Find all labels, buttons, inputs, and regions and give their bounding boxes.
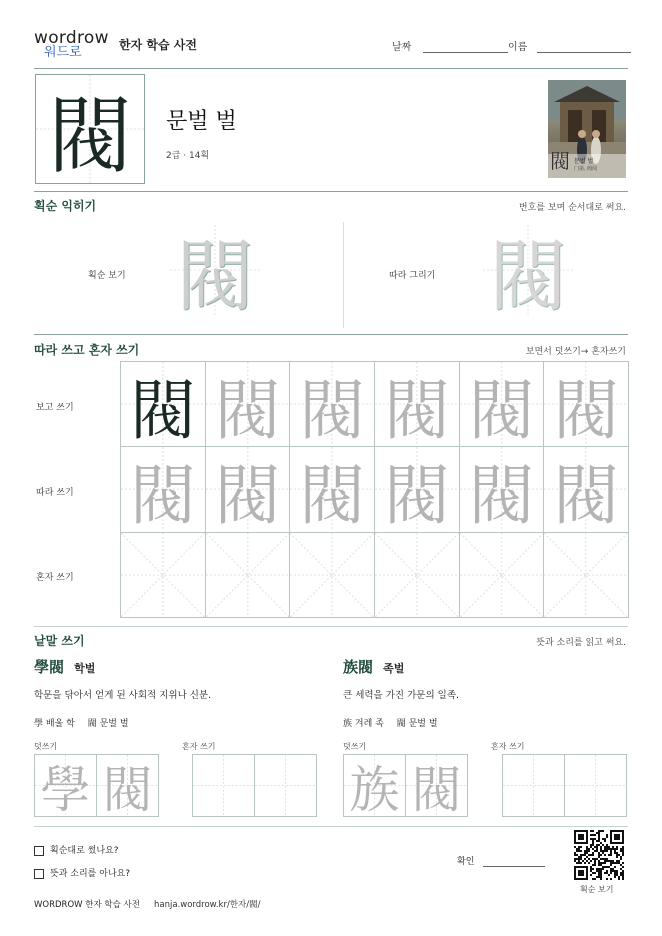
stroke-section-title: 획순 익히기 (34, 199, 97, 213)
word-1-part-2-char: 閥 (87, 719, 97, 729)
word-2-alone-label: 혼자 쓰기 (491, 742, 525, 751)
word-2-part-2-gloss: 문벌 벌 (408, 719, 438, 729)
practice-cell-r1-c1[interactable] (120, 361, 206, 447)
practice-character: 閥 (468, 371, 535, 449)
practice-cell-r1-c2[interactable] (205, 361, 291, 447)
header-title: 한자 학습 사전 (119, 38, 197, 52)
practice-cell-r2-c3[interactable] (289, 446, 375, 532)
practice-cell-r1-c3[interactable] (289, 361, 375, 447)
practice-cell-r2-c6[interactable] (543, 446, 629, 532)
cell-guides (544, 533, 628, 617)
practice-character: 閥 (214, 371, 281, 449)
word-2-alone-cell-2[interactable] (564, 754, 627, 817)
footer-divider (34, 826, 628, 827)
stroke-view-character: 閥 (175, 232, 254, 322)
checklist-item-2-label: 뜻과 소리를 아나요? (50, 869, 131, 879)
word-1-reading: 학벌 (74, 662, 96, 675)
word-1-part-1-char: 學 (34, 719, 44, 729)
word-2-parts (343, 716, 628, 729)
practice-cell-r3-c5[interactable] (459, 532, 545, 618)
logo (34, 28, 114, 64)
practice-character: 閥 (383, 371, 450, 449)
word-1-trace-char-1: 學 (40, 760, 91, 819)
word-1-definition: 학문을 닦아서 얻게 된 사회적 지위나 신분. (34, 690, 212, 701)
practice-divider (34, 626, 628, 627)
stroke-section-hint: 번호를 보며 순서대로 써요. (518, 203, 626, 213)
word-2 (343, 656, 628, 729)
hero-char-box (35, 74, 145, 184)
word-1-parts (34, 716, 324, 729)
practice-character: 閥 (129, 457, 196, 534)
practice-character: 閥 (468, 457, 535, 534)
hero-image (548, 80, 626, 178)
hero-divider (34, 191, 628, 192)
checklist-item-2[interactable] (34, 866, 130, 879)
practice-cell-r3-c3[interactable] (289, 532, 375, 618)
word-2-part-1-char: 族 (343, 719, 353, 729)
cell-guides (375, 533, 459, 617)
word-1-trace-char-2: 閥 (102, 760, 153, 819)
confirm-line[interactable] (483, 866, 545, 867)
word-1-alone-label: 혼자 쓰기 (182, 742, 216, 751)
footer-url[interactable]: hanja.wordrow.kr/한자/閥/ (154, 900, 261, 910)
hero-character: 閥 (47, 86, 132, 185)
word-1-alone-boxes (192, 754, 318, 817)
practice-cell-r2-c1[interactable] (120, 446, 206, 532)
word-2-definition: 큰 세력을 가진 가문의 일족. (343, 690, 460, 701)
name-line[interactable] (537, 52, 631, 53)
word-2-trace-char-2: 閥 (411, 760, 462, 819)
row-label-see: 보고 쓰기 (36, 403, 74, 413)
row-label-trace: 따라 쓰기 (36, 488, 74, 498)
word-2-trace-cell-1[interactable] (343, 754, 406, 817)
date-field[interactable] (392, 38, 508, 53)
practice-character: 閥 (129, 371, 196, 449)
stroke-view-label: 획순 보기 (88, 271, 126, 281)
checklist-item-1-label: 획순대로 썼나요? (50, 846, 119, 856)
stroke-trace-box[interactable] (483, 225, 573, 322)
stroke-trace-character: 閥 (488, 232, 567, 322)
confirm-label: 확인 (457, 857, 475, 867)
confirm-field[interactable] (457, 854, 545, 867)
word-1-trace-cell-1[interactable] (34, 754, 97, 817)
stroke-section-divider (343, 222, 344, 328)
word-1 (34, 656, 324, 729)
practice-section-title: 따라 쓰고 혼자 쓰기 (34, 343, 140, 357)
date-label: 날짜 (392, 42, 412, 53)
practice-cell-r2-c2[interactable] (205, 446, 291, 532)
qr-code[interactable] (574, 830, 624, 880)
practice-cell-r3-c2[interactable] (205, 532, 291, 618)
stroke-trace-label: 따라 그리기 (389, 271, 436, 281)
meaning-sound: 문벌 벌 (166, 109, 237, 134)
practice-character: 閥 (553, 371, 620, 449)
hero-image-caption-2: 门第, 阀阅 (574, 166, 598, 172)
cell-guides (503, 755, 564, 816)
row-label-alone: 혼자 쓰기 (36, 573, 74, 583)
checkbox-icon[interactable] (34, 846, 44, 856)
word-2-part-1-gloss: 겨레 족 (354, 719, 384, 729)
word-2-trace-cell-2[interactable] (405, 754, 468, 817)
cell-guides (193, 755, 254, 816)
cell-guides (255, 755, 316, 816)
word-1-trace-boxes (34, 754, 160, 817)
practice-cell-r1-c4[interactable] (374, 361, 460, 447)
word-1-hanja: 學閥 (34, 658, 65, 676)
practice-cell-r2-c5[interactable] (459, 446, 545, 532)
cell-guides (121, 533, 205, 617)
hero-image-caption-1: 문벌 벌 (574, 158, 594, 165)
word-1-part-2-gloss: 문벌 벌 (99, 719, 129, 729)
cell-guides (290, 533, 374, 617)
logo-wordmark: wordrow (34, 28, 109, 48)
word-2-reading: 족벌 (383, 662, 405, 675)
practice-cell-r1-c6[interactable] (543, 361, 629, 447)
name-field[interactable] (508, 38, 631, 53)
practice-section-hint: 보면서 덧쓰기→ 혼자쓰기 (525, 347, 626, 357)
date-line[interactable] (423, 52, 508, 53)
level-strokes: 2급 · 14획 (166, 151, 210, 161)
practice-character: 閥 (299, 371, 366, 449)
practice-grid (120, 361, 628, 617)
qr-code-image (574, 830, 624, 880)
practice-cell-r3-c6[interactable] (543, 532, 629, 618)
cell-guides (565, 755, 626, 816)
checkbox-icon[interactable] (34, 869, 44, 879)
word-1-trace-cell-2[interactable] (96, 754, 159, 817)
practice-character: 閥 (383, 457, 450, 534)
word-2-trace-label: 덧쓰기 (343, 742, 367, 751)
word-2-trace-boxes (343, 754, 469, 817)
word-2-part-2-char: 閥 (396, 719, 406, 729)
word-2-alone-boxes (502, 754, 628, 817)
hero-image-char: 閥 (550, 149, 570, 173)
word-1-alone-cell-1[interactable] (192, 754, 255, 817)
practice-cell-r3-c4[interactable] (374, 532, 460, 618)
word-2-hanja: 族閥 (343, 658, 374, 676)
word-1-part-1-gloss: 배울 학 (45, 719, 75, 729)
qr-caption: 획순 보기 (580, 885, 614, 894)
word-2-trace-char-1: 族 (349, 760, 400, 819)
name-label: 이름 (508, 42, 528, 53)
cell-guides (460, 533, 544, 617)
words-section-hint: 뜻과 소리를 읽고 써요. (536, 638, 626, 648)
footer-brand: WORDROW 한자 학습 사전 (34, 900, 140, 910)
practice-cell-r3-c1[interactable] (120, 532, 206, 618)
practice-character: 閥 (214, 457, 281, 534)
stroke-divider (34, 334, 628, 335)
practice-character: 閥 (553, 457, 620, 534)
word-1-trace-label: 덧쓰기 (34, 742, 58, 751)
practice-cell-r1-c5[interactable] (459, 361, 545, 447)
word-2-alone-cell-1[interactable] (502, 754, 565, 817)
logo-korean: 워드로 (44, 45, 82, 60)
practice-cell-r2-c4[interactable] (374, 446, 460, 532)
stroke-view-box (170, 225, 260, 322)
cell-guides (206, 533, 290, 617)
words-section-title: 낱말 쓰기 (34, 634, 85, 648)
practice-character: 閥 (299, 457, 366, 534)
word-1-alone-cell-2[interactable] (254, 754, 317, 817)
checklist-item-1[interactable] (34, 843, 119, 856)
